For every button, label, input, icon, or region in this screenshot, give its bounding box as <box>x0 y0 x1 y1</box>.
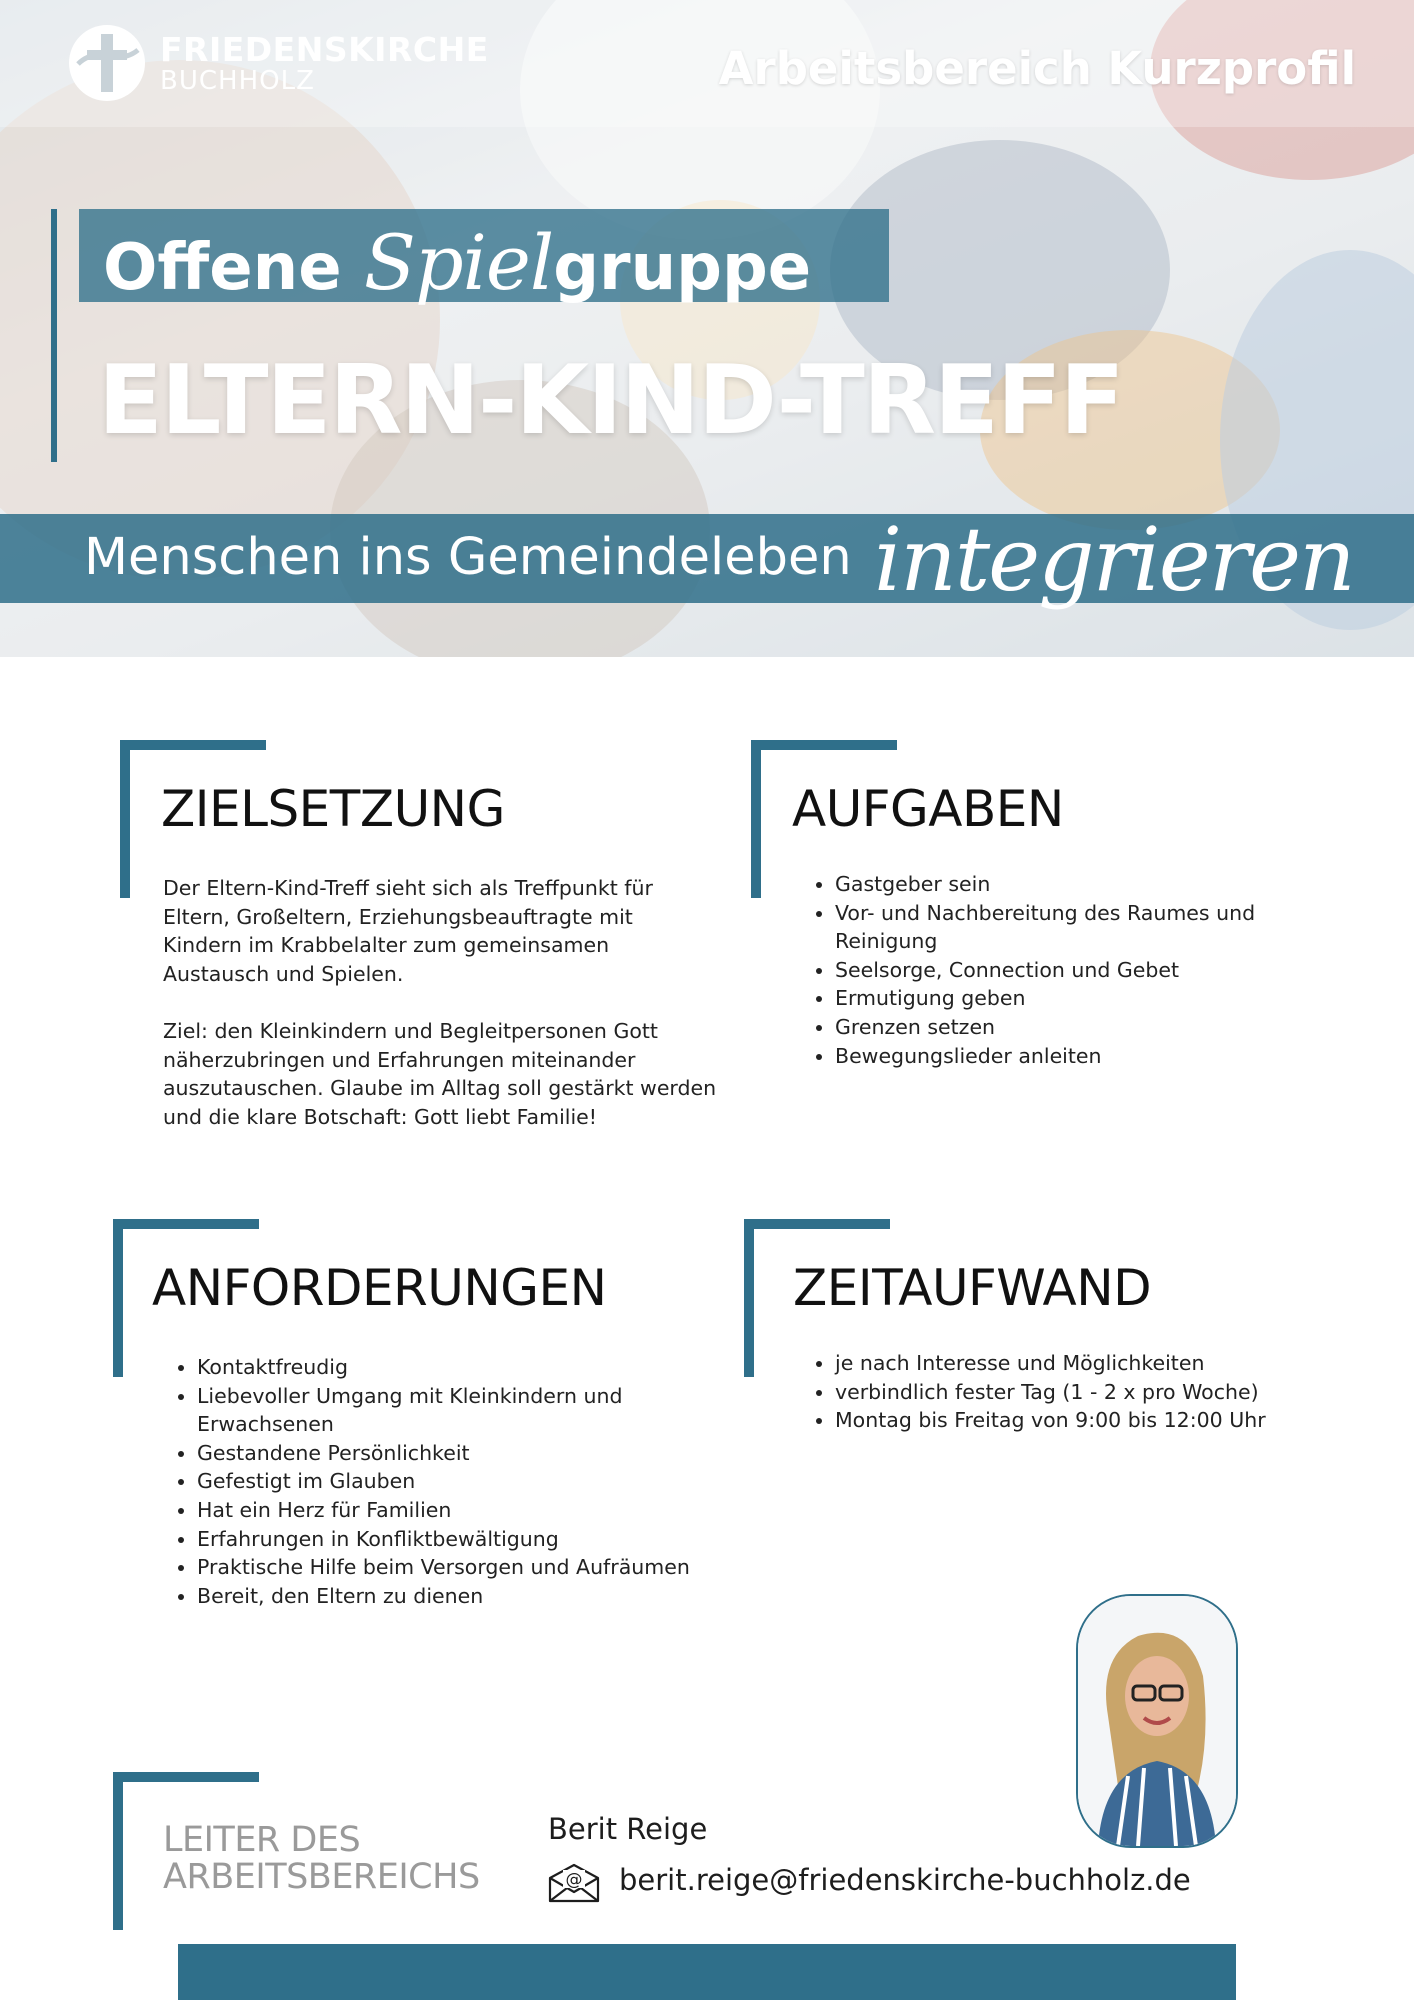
subtitle-heading <box>103 218 811 307</box>
list-item: • Vor- und Nachbereitung des Raumes und Reinigung <box>835 899 1305 956</box>
list-item: • Praktische Hilfe beim Versorgen und Aufräumen <box>197 1553 757 1582</box>
list-item: • Montag bis Freitag von 9:00 bis 12:00 Uhr <box>835 1406 1315 1435</box>
list-item: • Gefestigt im Glauben <box>197 1467 757 1496</box>
list-item: • Bereit, den Eltern zu dienen <box>197 1582 757 1611</box>
list-item: • Erfahrungen in Konfliktbewältigung <box>197 1525 757 1554</box>
anforderungen-list <box>162 1353 757 1610</box>
footer-bar <box>178 1944 1236 2000</box>
list-item: • Ermutigung geben <box>835 984 1305 1013</box>
hero-banner <box>0 0 1414 657</box>
list-item: • Seelsorge, Connection und Gebet <box>835 956 1305 985</box>
list-item: • Kontaktfreudig <box>197 1353 757 1382</box>
list-item: • Bewegungslieder anleiten <box>835 1042 1305 1071</box>
list-item: • Gestandene Persönlichkeit <box>197 1439 757 1468</box>
list-item: • je nach Interesse und Möglichkeiten <box>835 1349 1315 1378</box>
subtitle-part1: Offene <box>103 231 364 305</box>
church-logo-icon <box>68 24 146 102</box>
org-location: BUCHHOLZ <box>160 66 315 96</box>
contact-email[interactable]: berit.reige@friedenskirche-buchholz.de <box>619 1863 1191 1897</box>
zielsetzung-paragraph: Der Eltern-Kind-Treff sieht sich als Treffpunkt für Eltern, Großeltern, Erziehungsbeauftragte mit Kindern im Krabbelalter zum gemeinsamen Austausch und Spielen. <box>163 876 653 986</box>
zeitaufwand-title: ZEITAUFWAND <box>793 1259 1152 1317</box>
svg-text:@: @ <box>565 1870 583 1890</box>
leiter-label <box>163 1822 480 1896</box>
list-item: • Hat ein Herz für Familien <box>197 1496 757 1525</box>
org-name: FRIEDENSKIRCHE <box>160 30 489 69</box>
list-item: • verbindlich fester Tag (1 - 2 x pro Woche) <box>835 1378 1315 1407</box>
zielsetzung-paragraph: Ziel: den Kleinkindern und Begleitpersonen Gott näherzubringen und Erfahrungen miteinander auszutauschen. Glaube im Alltag soll gestärkt werden und die klare Botschaft: Gott liebt Familie! <box>163 1018 717 1129</box>
tagline-script: integrieren <box>874 508 1354 611</box>
zielsetzung-title: ZIELSETZUNG <box>161 780 505 838</box>
subtitle-script: Spiel <box>363 218 554 307</box>
list-item: • Gastgeber sein <box>835 870 1305 899</box>
leiter-line: ARBEITSBEREICHS <box>163 1857 480 1897</box>
page-title: ELTERN-KIND-TREFF <box>98 346 1123 456</box>
envelope-at-icon <box>547 1862 601 1904</box>
tagline-text: Menschen ins Gemeindeleben <box>84 528 852 587</box>
aufgaben-title: AUFGABEN <box>792 780 1064 838</box>
person-portrait-icon <box>1078 1596 1236 1846</box>
leiter-line: LEITER DES <box>163 1820 361 1860</box>
document-type: Arbeitsbereich Kurzprofil <box>718 42 1356 95</box>
title-accent-line <box>51 209 57 462</box>
list-item: • Liebevoller Umgang mit Kleinkindern und Erwachsenen <box>197 1382 757 1439</box>
leader-photo <box>1076 1594 1238 1848</box>
zielsetzung-text <box>163 874 718 1131</box>
aufgaben-list <box>800 870 1305 1070</box>
anforderungen-title: ANFORDERUNGEN <box>152 1259 607 1317</box>
zeitaufwand-list <box>800 1349 1315 1435</box>
subtitle-part2: gruppe <box>553 231 812 305</box>
list-item: • Grenzen setzen <box>835 1013 1305 1042</box>
contact-name: Berit Reige <box>548 1812 708 1846</box>
